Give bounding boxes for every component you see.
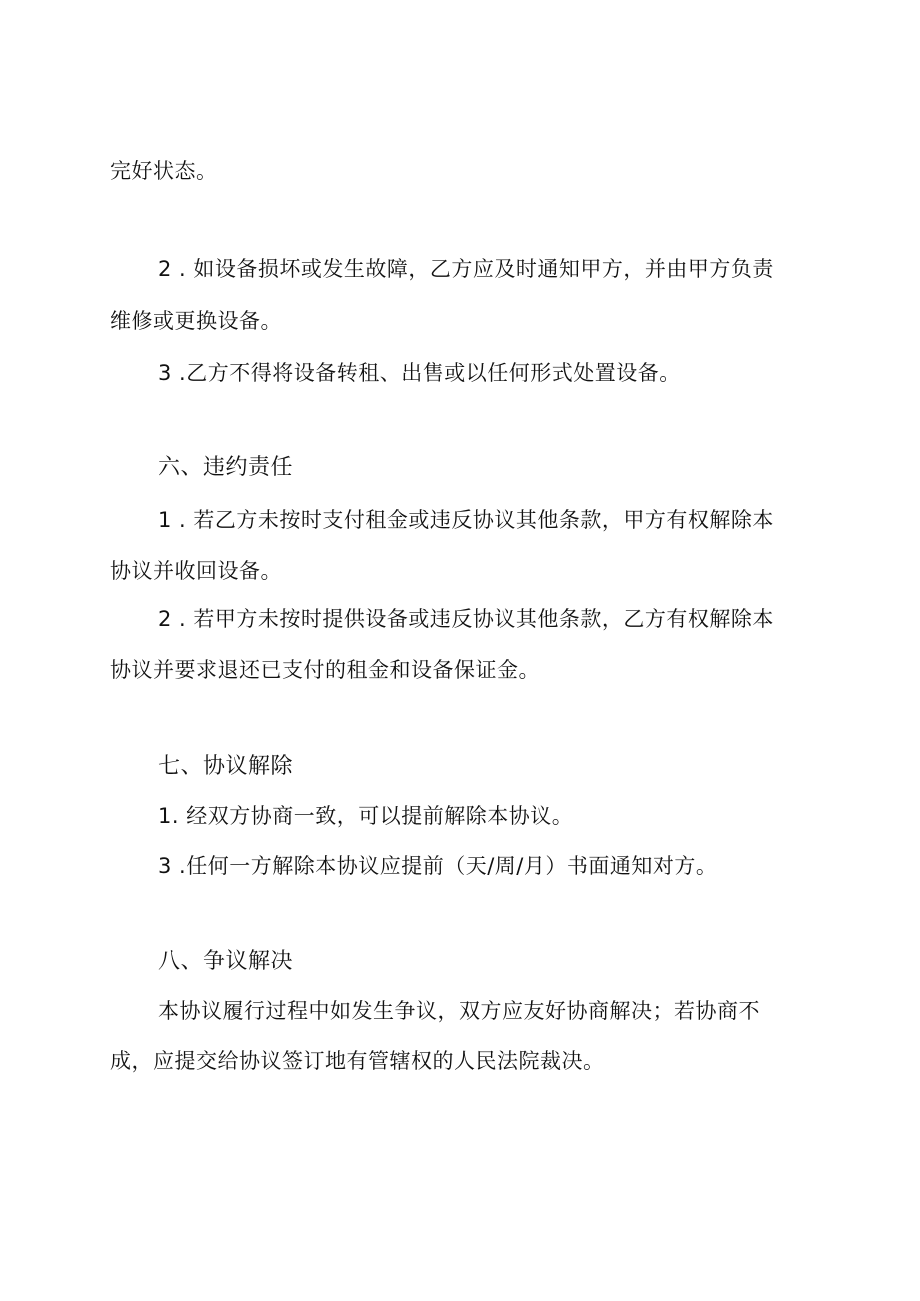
section6-item2-line1: 2 . 若甲方未按时提供设备或违反协议其他条款，乙方有权解除本	[158, 607, 774, 631]
continuation-text: 完好状态。	[110, 159, 218, 183]
section6-item1-line2: 协议并收回设备。	[110, 559, 282, 583]
section5-item3-line1: 3 .乙方不得将设备转租、出售或以任何形式处置设备。	[158, 361, 681, 385]
section6-heading: 六、违约责任	[158, 455, 294, 480]
section7-item3-line1: 3 .任何一方解除本协议应提前（天/周/月）书面通知对方。	[158, 854, 718, 878]
section7-item1-line1: 1. 经双方协商一致，可以提前解除本协议。	[158, 804, 574, 828]
section6-item2-line2: 协议并要求退还已支付的租金和设备保证金。	[110, 658, 540, 682]
section8-paragraph-line1: 本协议履行过程中如发生争议，双方应友好协商解决；若协商不	[158, 999, 760, 1023]
section7-heading: 七、协议解除	[158, 754, 294, 779]
section5-item2-line1: 2 . 如设备损坏或发生故障，乙方应及时通知甲方，并由甲方负责	[158, 257, 774, 281]
section5-item2-line2: 维修或更换设备。	[110, 309, 282, 333]
section8-heading: 八、争议解决	[158, 949, 294, 974]
section8-paragraph-line2: 成，应提交给协议签订地有管辖权的人民法院裁决。	[110, 1049, 605, 1073]
section6-item1-line1: 1 . 若乙方未按时支付租金或违反协议其他条款，甲方有权解除本	[158, 508, 774, 532]
